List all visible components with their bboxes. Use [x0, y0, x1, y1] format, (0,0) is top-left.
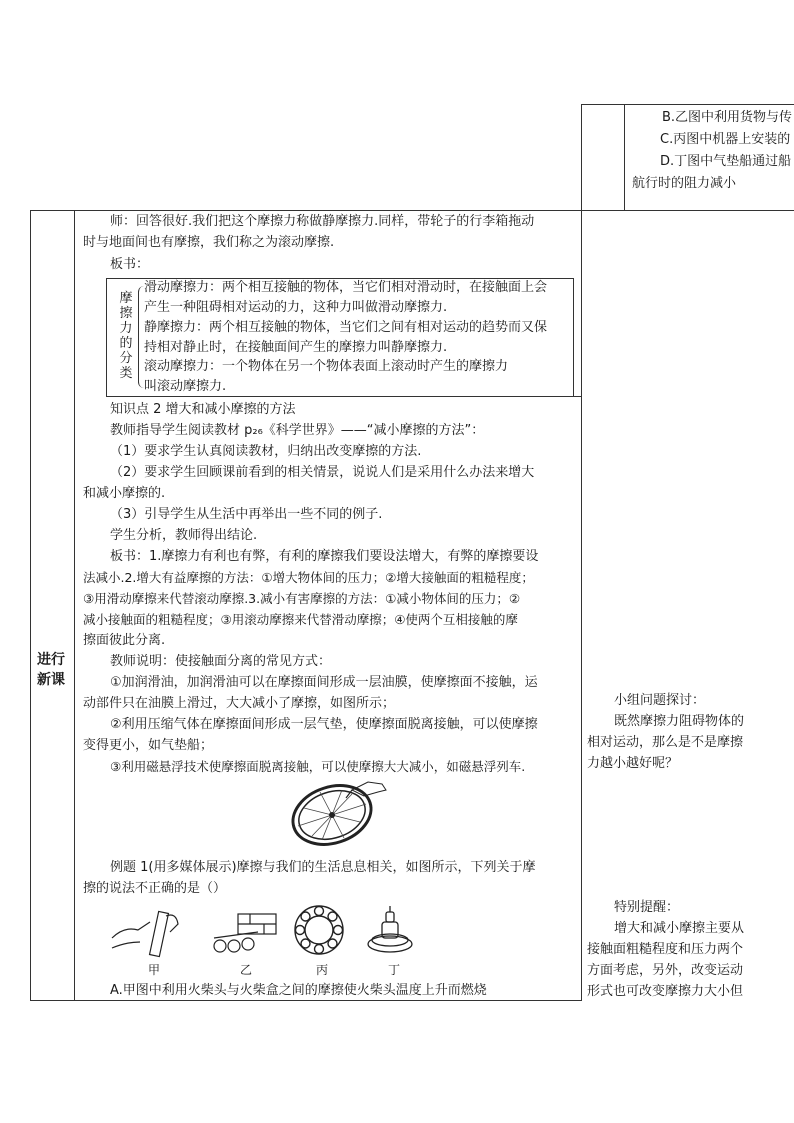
figure-ding [364, 904, 416, 956]
option-c-partial: C.丙图中机器上安装的 [660, 132, 791, 147]
main-table-top-border [30, 210, 794, 211]
sliding-friction-line2: 产生一种阻碍相对运动的力，这种力叫做滑动摩擦力. [144, 300, 448, 315]
special-tip-line4: 形式也可改变摩擦力大小但 [587, 984, 744, 999]
rolling-friction-line1: 滚动摩擦力：一个物体在另一个物体表面上滚动时产生的摩擦力 [144, 359, 509, 374]
sliding-friction-line1: 滑动摩擦力：两个相互接触的物体，当它们相对滑动时，在接触面上会 [144, 280, 548, 295]
figure-label-ding: 丁 [388, 963, 401, 977]
main-table-content-divider [581, 210, 582, 1000]
conveyor-belt-icon [214, 914, 276, 952]
example-1-line2: 擦的说法不正确的是（） [83, 881, 227, 896]
group-discussion-line3: 力越小越好呢？ [587, 756, 679, 771]
top-table-top-border [581, 104, 794, 105]
static-friction-line1: 静摩擦力：两个相互接触的物体，当它们之间有相对运动的趋势而又保 [144, 320, 548, 335]
option-d-continued: 航行时的阻力减小 [632, 176, 737, 191]
teacher-line2: 时与地面间也有摩擦，我们称之为滚动摩擦. [83, 235, 335, 250]
step-1: （1）要求学生认真阅读教材，归纳出改变摩擦的方法. [110, 444, 422, 459]
example-1-line1: 例题 1(用多媒体展示)摩擦与我们的生活息息相关，如图所示，下列关于摩 [110, 860, 536, 875]
special-tip-title: 特别提醒： [614, 900, 680, 915]
student-analysis: 学生分析，教师得出结论. [110, 528, 258, 543]
option-d-partial: D.丁图中气垫船通过船 [660, 154, 792, 169]
step-2-line2: 和减小摩擦的. [83, 486, 166, 501]
figure-label-yi: 乙 [240, 963, 253, 977]
board-line5: 擦面彼此分离. [83, 633, 166, 648]
wheel-icon [285, 776, 378, 854]
board-line1: 板书：1.摩擦力有利也有弊，有利的摩擦我们要设法增大，有弊的摩擦要设 [110, 549, 539, 564]
inner-table-left-border [106, 278, 107, 396]
teacher-explanation: 教师说明：使接触面分离的常见方式： [110, 654, 332, 669]
step-2-line1: （2）要求学生回顾课前看到的相关情景，说说人们是采用什么办法来增大 [110, 465, 535, 480]
group-discussion-line1: 既然摩擦力阻碍物体的 [614, 714, 745, 729]
rolling-friction-line2: 叫滚动摩擦力. [144, 379, 227, 394]
group-discussion-line2: 相对运动，那么是不是摩擦 [587, 735, 744, 750]
figure-yi [210, 908, 280, 958]
match-striking-icon [112, 911, 178, 956]
top-table-inner-border [624, 104, 625, 210]
figure-bing [293, 904, 345, 956]
static-friction-line2: 持相对静止时，在接触面间产生的摩擦力叫静摩擦力. [144, 340, 448, 355]
figure-jia [110, 908, 180, 958]
method-1-line1: ①加润滑油，加润滑油可以在摩擦面间形成一层油膜，使摩擦面不接触，运 [110, 675, 538, 690]
main-table-label-divider [74, 210, 75, 1000]
option-b-partial: B.乙图中利用货物与传 [662, 110, 793, 125]
method-3: ③利用磁悬浮技术使摩擦面脱离接触，可以使摩擦大大减小，如磁悬浮列车. [110, 759, 526, 774]
step-3: （3）引导学生从生活中再举出一些不同的例子. [110, 507, 383, 522]
knowledge-point-heading: 知识点 2 增大和减小摩擦的方法 [110, 402, 296, 417]
ball-bearing-icon [295, 906, 343, 954]
board-line3: ③用滑动摩擦来代替滚动摩擦.3.减小有害摩擦的方法：①减小物体间的压力；② [83, 591, 521, 606]
reading-instruction: 教师指导学生阅读教材 p₂₆《科学世界》——“减小摩擦的方法”： [110, 423, 485, 438]
special-tip-line3: 方面考虑，另外，改变运动 [587, 963, 744, 978]
teacher-line1: 师：回答很好.我们把这个摩擦力称做静摩擦力.同样，带轮子的行李箱拖动 [110, 214, 535, 229]
top-table-left-border [581, 104, 582, 210]
method-1-line2: 动部件只在油膜上滑过，大大减小了摩擦，如图所示； [83, 696, 396, 711]
oiling-hand-icon [346, 782, 386, 798]
figure-label-jia: 甲 [148, 963, 161, 977]
wheel-illustration [290, 778, 390, 848]
hovercraft-icon [368, 906, 412, 952]
section-label-line1: 进行 [37, 652, 65, 668]
figure-label-bing: 丙 [316, 963, 329, 977]
board-line4: 减小接触面的粗糙程度；③用滚动摩擦来代替滑动摩擦；④使两个互相接触的摩 [83, 612, 518, 627]
section-label-line2: 新课 [37, 672, 65, 688]
special-tip-line1: 增大和减小摩擦主要从 [614, 921, 745, 936]
board-label: 板书： [110, 257, 150, 272]
method-2-line2: 变得更小，如气垫船； [83, 738, 214, 753]
special-tip-line2: 接触面粗糙程度和压力两个 [587, 942, 744, 957]
main-table-left-border [30, 210, 31, 1000]
option-a: A.甲图中利用火柴头与火柴盒之间的摩擦使火柴头温度上升而燃烧 [110, 983, 487, 998]
method-2-line1: ②利用压缩气体在摩擦面间形成一层气垫，使摩擦面脱离接触，可以使摩擦 [110, 717, 538, 732]
board-line2: 法减小.2.增大有益摩擦的方法：①增大物体间的压力；②增大接触面的粗糙程度； [83, 570, 534, 585]
inner-table-right-border [573, 278, 574, 396]
group-discussion-title: 小组问题探讨： [614, 693, 706, 708]
